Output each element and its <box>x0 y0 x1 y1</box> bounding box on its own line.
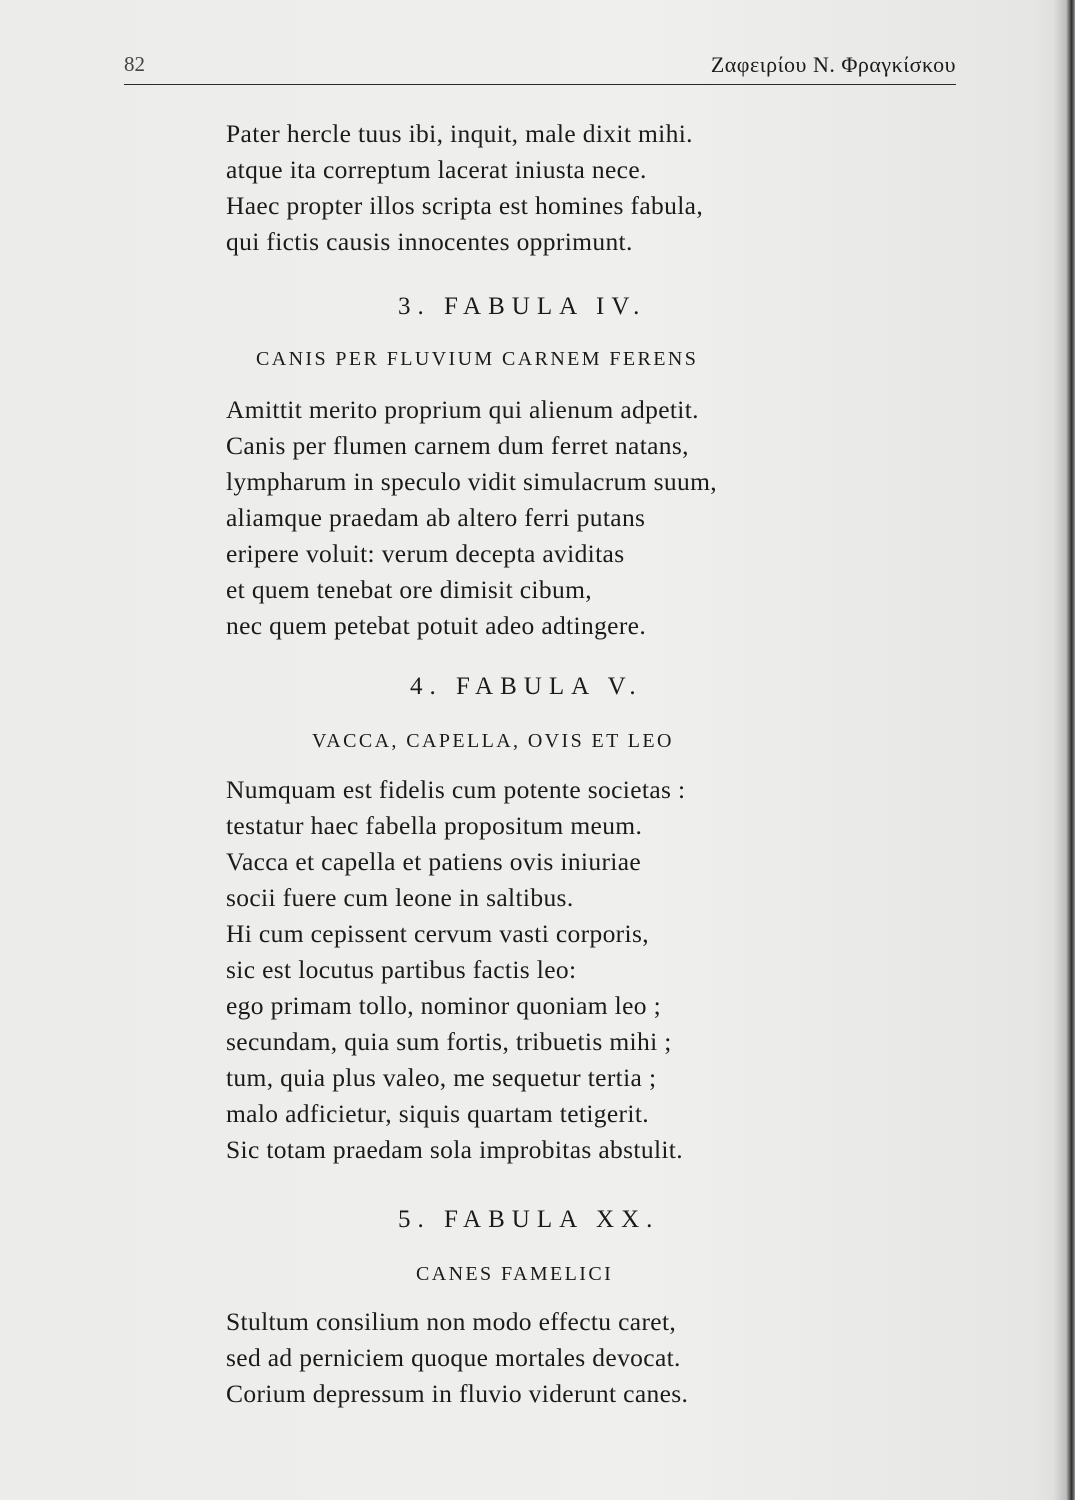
verse-line: Hi cum cepissent cervum vasti corporis, <box>226 919 649 948</box>
fable-5-verse-block <box>226 772 685 1168</box>
verse-line: ego primam tollo, nominor quoniam leo ; <box>226 991 662 1020</box>
verse-line: lympharum in speculo vidit simulacrum suum, <box>226 467 717 496</box>
verse-line: sed ad perniciem quoque mortales devocat. <box>226 1343 681 1372</box>
book-spine-shadow <box>1053 0 1075 1500</box>
fable-20-subtitle: CANES FAMELICI <box>416 1263 614 1285</box>
verse-line: testatur haec fabella propositum meum. <box>226 811 643 840</box>
verse-line: tum, quia plus valeo, me sequetur tertia ; <box>226 1063 657 1092</box>
fable-4-subtitle: CANIS PER FLUVIUM CARNEM FERENS <box>256 348 699 370</box>
fable-4-verse-block <box>226 392 717 644</box>
verse-line: Haec propter illos scripta est homines fabula, <box>226 191 704 220</box>
verse-line: nec quem petebat potuit adeo adtingere. <box>226 611 647 640</box>
fable-20-title: 5. FABULA XX. <box>398 1206 660 1233</box>
verse-line: eripere voluit: verum decepta aviditas <box>226 539 625 568</box>
verse-line: et quem tenebat ore dimisit cibum, <box>226 575 592 604</box>
verse-line: aliamque praedam ab altero ferri putans <box>226 503 646 532</box>
verse-line: qui fictis causis innocentes opprimunt. <box>226 227 633 256</box>
verse-line: secundam, quia sum fortis, tribuetis mihi ; <box>226 1027 672 1056</box>
verse-line: socii fuere cum leone in saltibus. <box>226 883 574 912</box>
verse-line: Numquam est fidelis cum potente societas : <box>226 775 686 804</box>
verse-line: malo adficietur, siquis quartam tetigerit. <box>226 1099 649 1128</box>
verse-line: Canis per flumen carnem dum ferret natans, <box>226 431 689 460</box>
fable-4-title: 3. FABULA IV. <box>398 293 647 320</box>
fable-5-subtitle: VACCA, CAPELLA, OVIS ET LEO <box>312 730 674 752</box>
verse-line: Pater hercle tuus ibi, inquit, male dixit mihi. <box>226 119 693 148</box>
verse-line: atque ita correptum lacerat iniusta nece. <box>226 155 647 184</box>
verse-line: sic est locutus partibus factis leo: <box>226 955 577 984</box>
verse-line: Corium depressum in fluvio viderunt canes. <box>226 1379 689 1408</box>
verse-line: Amittit merito proprium qui alienum adpetit. <box>226 395 699 424</box>
page-header <box>124 52 956 85</box>
verse-line: Sic totam praedam sola improbitas abstulit. <box>226 1135 683 1164</box>
intro-verse-block <box>226 116 703 260</box>
verse-line: Stultum consilium non modo effectu caret, <box>226 1307 677 1336</box>
page-number: 82 <box>124 52 145 76</box>
verse-line: Vacca et capella et patiens ovis iniuriae <box>226 847 642 876</box>
running-head: Ζαφειρίου Ν. Φραγκίσκου <box>710 52 956 77</box>
fable-5-title: 4. FABULA V. <box>410 673 643 700</box>
fable-20-verse-block <box>226 1304 688 1412</box>
